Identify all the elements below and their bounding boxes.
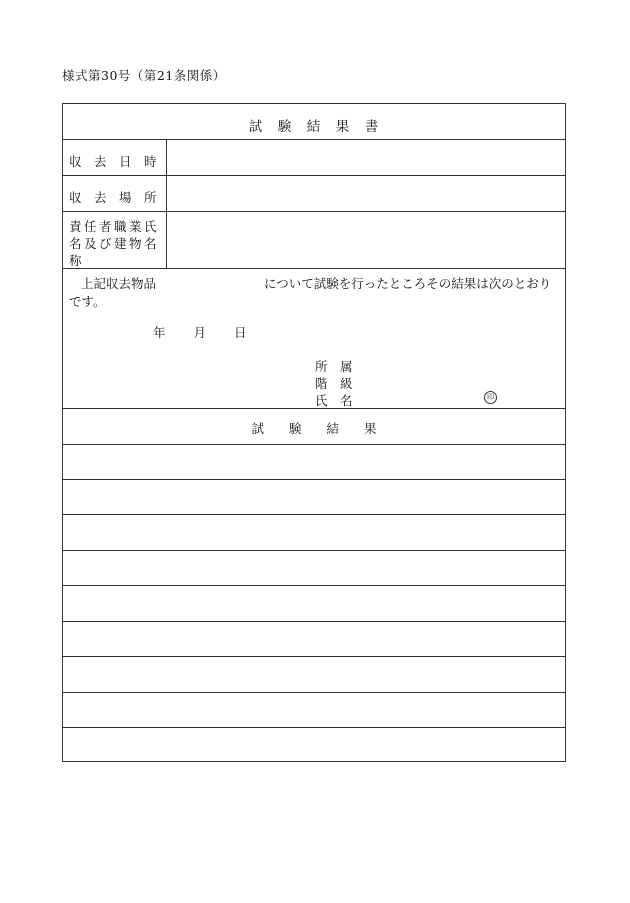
collection-place-row: [63, 176, 565, 212]
responsible-person-label: 責任者職業氏名及び建物名称: [69, 219, 160, 268]
result-row: [63, 622, 565, 657]
title-row: [63, 104, 565, 140]
responsible-person-row: [63, 212, 565, 269]
statement-suffix: について試験を行ったところその結果は次のとおりです。: [69, 276, 552, 309]
collection-datetime-label: 収 去 日 時: [69, 154, 157, 169]
results-heading-row: [63, 409, 565, 445]
seal-mark: 印: [484, 391, 497, 404]
date-line: [109, 323, 247, 341]
collection-place-label: 収 去 場 所: [69, 190, 157, 205]
day-label: 日: [234, 325, 247, 340]
statement-row: [63, 269, 565, 409]
result-row: [63, 551, 565, 586]
column-divider: [166, 176, 167, 211]
form-number: 様式第30号（第21条関係）: [62, 68, 226, 83]
result-row: [63, 693, 565, 728]
rank-label: 階 級: [315, 376, 353, 391]
result-row: [63, 586, 565, 622]
statement-text: [69, 275, 559, 311]
column-divider: [166, 212, 167, 268]
column-divider: [166, 140, 167, 175]
statement-prefix: 上記収去物品: [81, 276, 157, 291]
result-row: [63, 445, 565, 480]
result-row: [63, 728, 565, 761]
name-label: 氏 名: [315, 393, 353, 408]
result-row: [63, 480, 565, 515]
results-title: 試 験 結 果: [251, 421, 377, 436]
collection-datetime-row: [63, 140, 565, 176]
result-row: [63, 657, 565, 693]
affiliation-label: 所 属: [315, 359, 353, 374]
year-label: 年: [153, 325, 166, 340]
month-label: 月: [193, 325, 207, 340]
test-result-form: [62, 103, 566, 762]
form-title: 試 験 結 果 書: [248, 119, 380, 135]
result-row: [63, 515, 565, 551]
